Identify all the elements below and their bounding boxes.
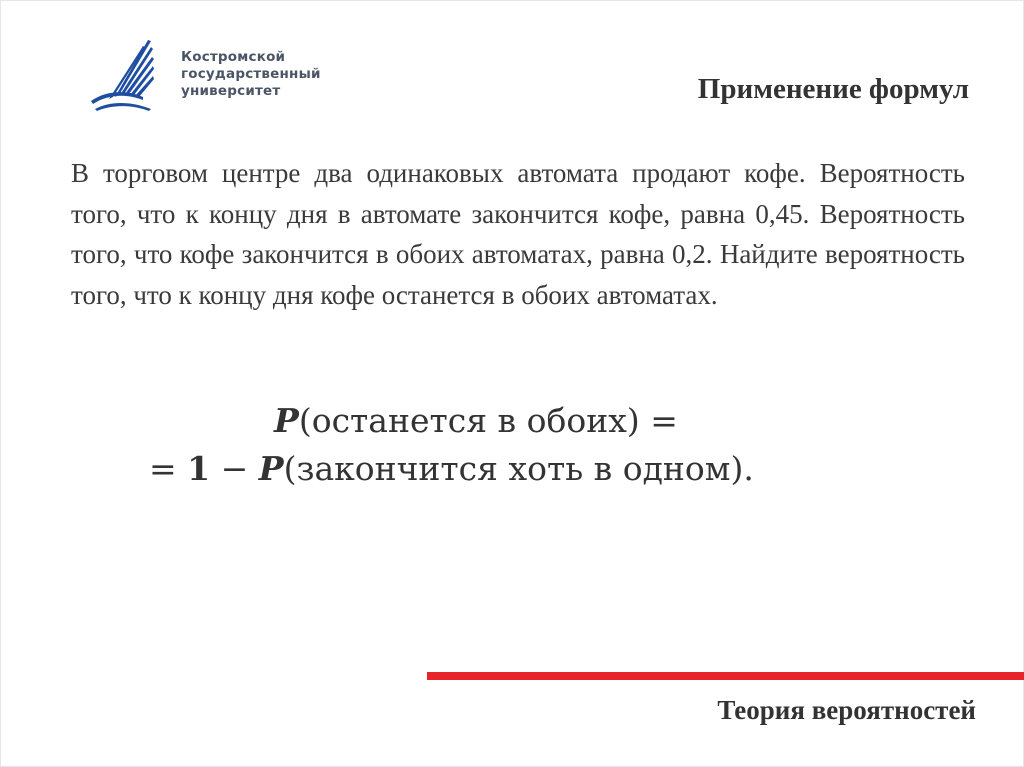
formula-line-1 xyxy=(274,397,678,445)
formula-line-2-text: (закончится хоть в одном). xyxy=(283,449,754,488)
formula-line-1-text: (останется в обоих) = xyxy=(298,401,678,440)
formula-line-2-one: 1 xyxy=(187,449,211,488)
formula-line-2-prefix: = xyxy=(149,449,188,488)
slide-title: Применение формул xyxy=(697,73,969,105)
university-logo-icon xyxy=(85,39,155,111)
formula-line-2-minus: − xyxy=(210,449,259,488)
formula-line-2-var: P xyxy=(258,449,284,488)
university-name-line-1: Костромской xyxy=(181,49,286,65)
problem-text: В торговом центре два одинаковых автомата продают кофе. Вероятность того, что к концу дня в автомате закончится кофе, равна 0,45. Вероятность того, что кофе закончится в обоих автоматах, равна 0,2. Найдите вероятность того, что к концу дня кофе останется в обоих автоматах. xyxy=(71,158,965,310)
university-name xyxy=(181,49,321,100)
footer-title: Теория вероятностей xyxy=(717,695,976,725)
university-name-line-3: университет xyxy=(181,83,281,99)
formula-line-1-var: P xyxy=(274,401,299,440)
formula-line-2 xyxy=(149,445,754,493)
footer-accent-bar xyxy=(427,672,1024,680)
university-name-line-2: государственный xyxy=(181,66,321,82)
